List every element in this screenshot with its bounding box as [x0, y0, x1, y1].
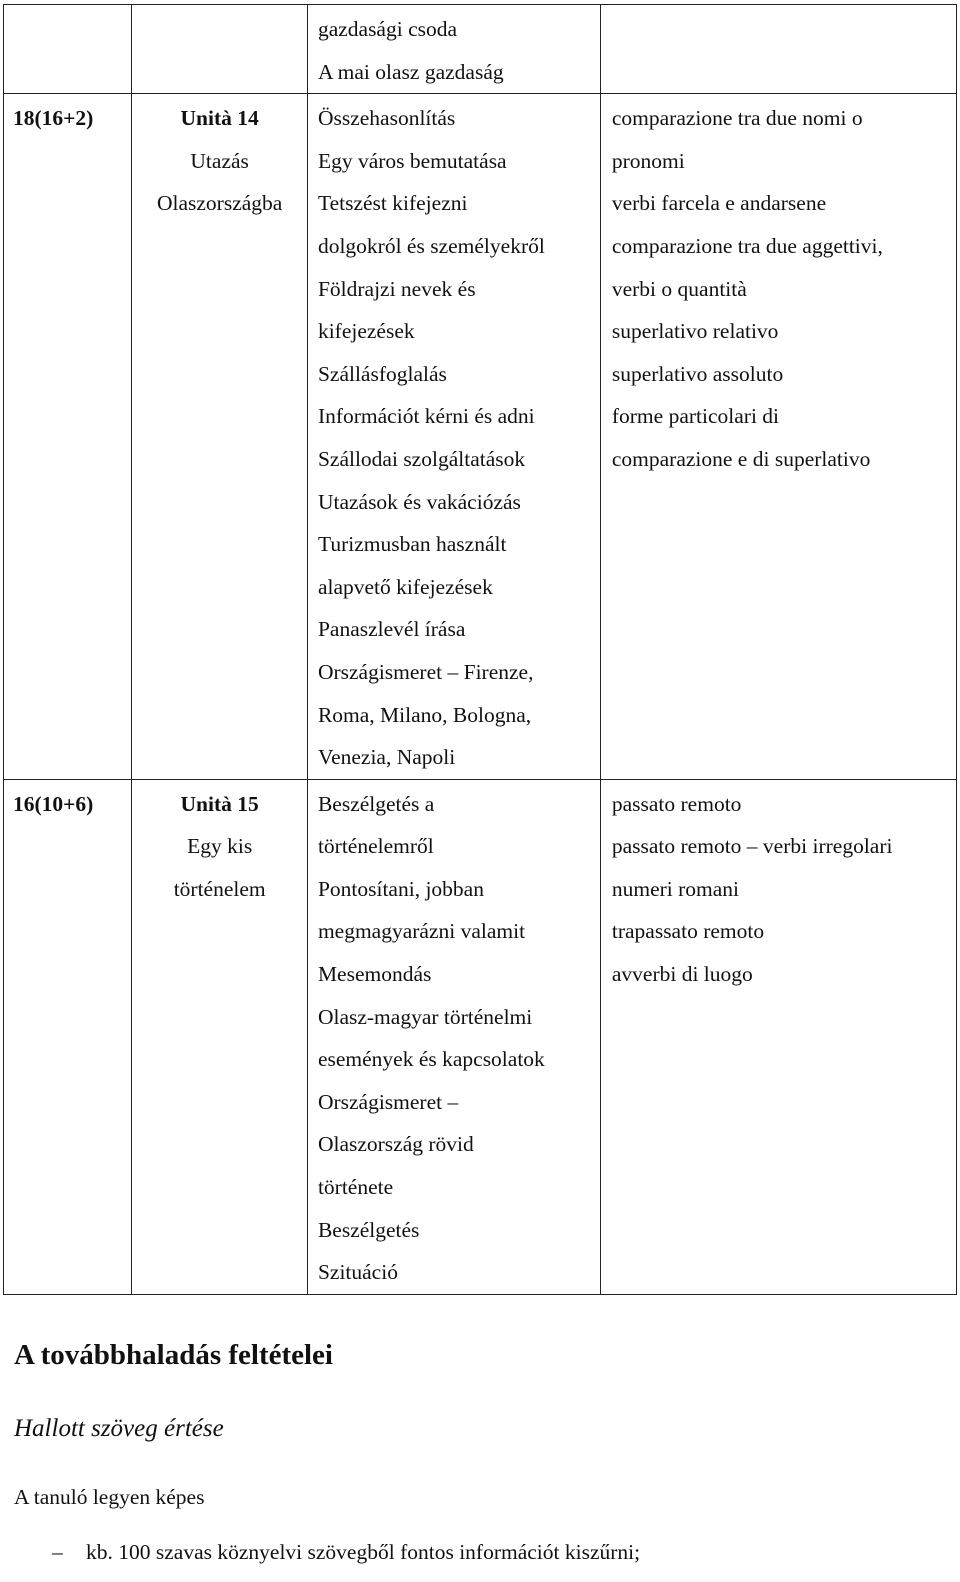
- topics-line: történelemről: [317, 834, 434, 859]
- topics-cell: [307, 5, 600, 94]
- topics-line: Összehasonlítás: [317, 106, 456, 131]
- hours-cell: [4, 94, 132, 780]
- topics-line: Roma, Milano, Bologna,: [317, 702, 532, 727]
- bullet-dash: –: [52, 1540, 63, 1564]
- topics-line: gazdasági csoda: [317, 17, 458, 41]
- topics-line: megmagyarázni valamit: [317, 919, 526, 944]
- topics-line: Országismeret – Firenze,: [317, 659, 534, 684]
- topics-line: Mesemondás: [317, 962, 432, 987]
- intro-text: A tanuló legyen képes: [14, 1485, 205, 1509]
- unit-cell: [132, 5, 308, 94]
- grammar-line: passato remoto – verbi irregolari: [611, 834, 893, 859]
- table-row: [4, 94, 957, 780]
- table-row: [4, 779, 957, 1294]
- grammar-line: superlativo relativo: [611, 319, 779, 344]
- grammar-cell: [600, 94, 956, 780]
- topics-line: Információt kérni és adni: [317, 404, 535, 429]
- topics-line: Beszélgetés a: [317, 791, 435, 816]
- list-item: [14, 1537, 640, 1567]
- grammar-line: comparazione tra due nomi o: [611, 106, 863, 131]
- grammar-line: trapassato remoto: [611, 919, 765, 944]
- unit-line: Utazás: [190, 148, 249, 173]
- hours-line: 16(10+6): [13, 791, 94, 816]
- topics-line: Szállodai szolgáltatások: [317, 446, 526, 471]
- grammar-cell: [600, 5, 956, 94]
- grammar-line: comparazione e di superlativo: [611, 446, 871, 471]
- curriculum-table: [3, 4, 957, 1295]
- topics-line: Utazások és vakációzás: [317, 489, 521, 514]
- topics-line: története: [317, 1175, 394, 1200]
- topics-line: dolgokról és személyekről: [317, 233, 545, 258]
- section-title: A továbbhaladás feltételei: [14, 1339, 333, 1371]
- unit-cell: [132, 94, 308, 780]
- grammar-line: verbi farcela e andarsene: [611, 191, 827, 216]
- unit-line: Unità 15: [180, 791, 259, 816]
- topics-cell: [307, 779, 600, 1294]
- topics-line: események és kapcsolatok: [317, 1047, 545, 1072]
- grammar-line: avverbi di luogo: [611, 962, 753, 987]
- hours-line: 18(16+2): [13, 106, 94, 131]
- grammar-line: verbi o quantità: [611, 276, 747, 301]
- list-item-text: kb. 100 szavas köznyelvi szövegből fontos információt kiszűrni;: [86, 1540, 641, 1564]
- topics-line: Panaszlevél írása: [317, 617, 466, 642]
- topics-line: Turizmusban használt: [317, 532, 507, 557]
- hours-cell: [4, 5, 132, 94]
- grammar-line: passato remoto: [611, 791, 742, 816]
- topics-line: Tetszést kifejezni: [317, 191, 468, 216]
- grammar-cell: [600, 779, 956, 1294]
- topics-line: Földrajzi nevek és: [317, 276, 476, 301]
- topics-line: Beszélgetés: [317, 1217, 420, 1242]
- unit-line: történelem: [173, 876, 266, 901]
- topics-cell: [307, 94, 600, 780]
- topics-line: kifejezések: [317, 319, 415, 344]
- topics-line: Pontosítani, jobban: [317, 876, 484, 901]
- topics-line: Egy város bemutatása: [317, 148, 507, 173]
- grammar-line: numeri romani: [611, 876, 740, 901]
- grammar-line: forme particolari di: [611, 404, 780, 429]
- topics-line: Venezia, Napoli: [317, 745, 456, 770]
- topics-line: Olasz-magyar történelmi: [317, 1004, 533, 1029]
- requirements-list: [14, 1537, 640, 1567]
- unit-line: Egy kis: [187, 834, 253, 859]
- hours-cell: [4, 779, 132, 1294]
- topics-line: Országismeret –: [317, 1089, 459, 1114]
- subsection-title: Hallott szöveg értése: [14, 1415, 224, 1442]
- topics-line: alapvető kifejezések: [317, 574, 493, 599]
- unit-cell: [132, 779, 308, 1294]
- table-row: [4, 5, 957, 94]
- topics-line: Olaszország rövid: [317, 1132, 474, 1157]
- topics-line: A mai olasz gazdaság: [317, 59, 504, 84]
- grammar-line: pronomi: [611, 148, 685, 173]
- topics-line: Szituáció: [317, 1260, 398, 1285]
- table-body: [4, 5, 957, 1295]
- grammar-line: comparazione tra due aggettivi,: [611, 233, 883, 258]
- unit-line: Olaszországba: [156, 191, 283, 216]
- unit-line: Unità 14: [180, 106, 259, 131]
- topics-line: Szállásfoglalás: [317, 361, 447, 386]
- grammar-line: superlativo assoluto: [611, 361, 784, 386]
